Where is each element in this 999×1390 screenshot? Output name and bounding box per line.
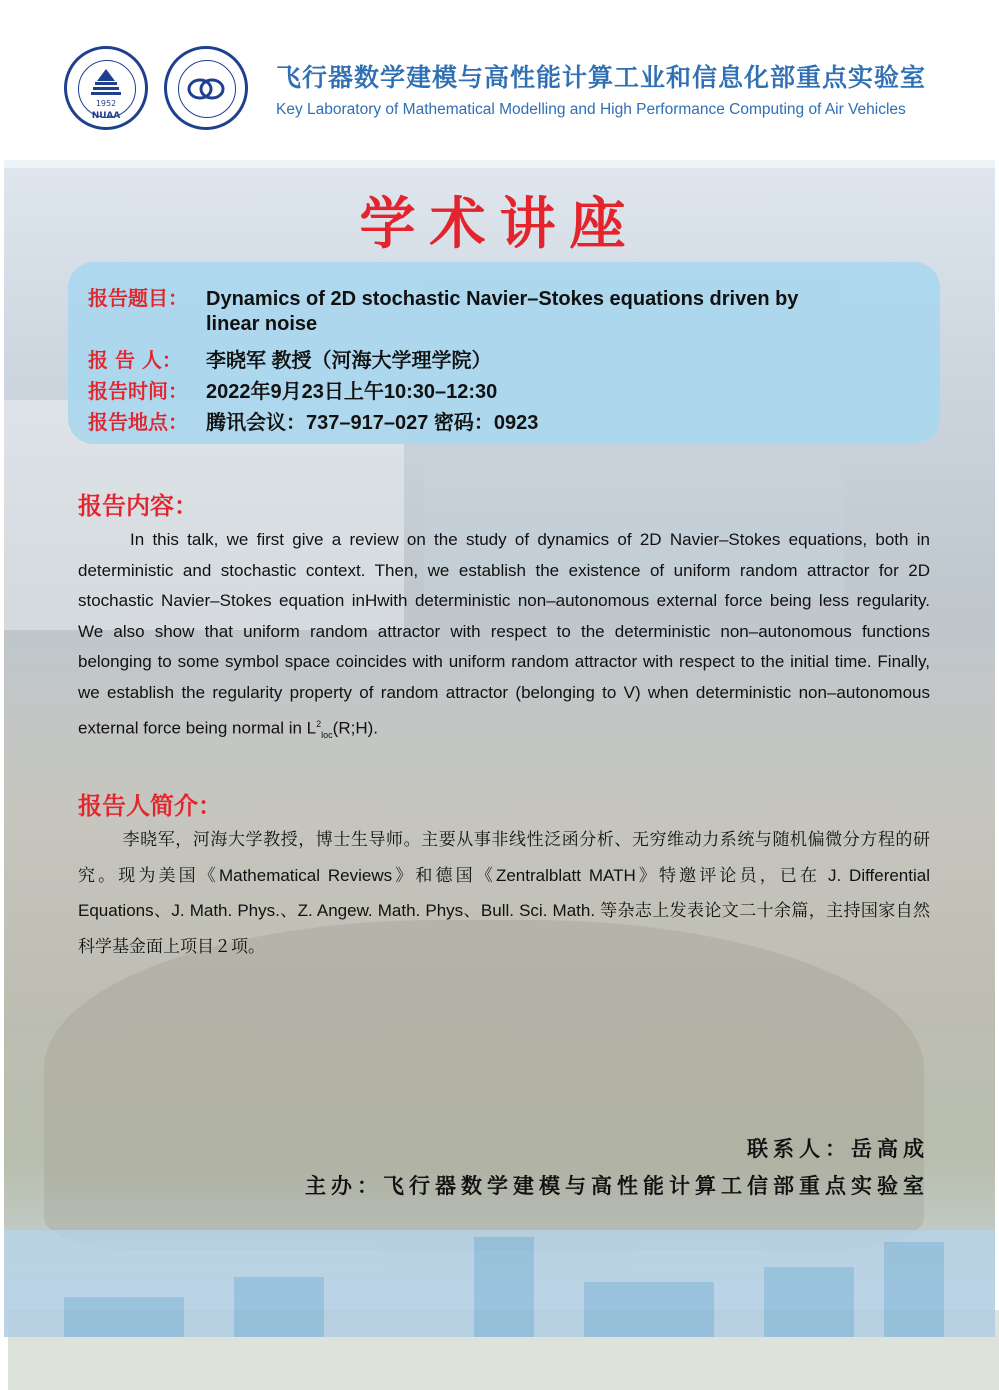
place-row: [88, 406, 538, 435]
lab-name-zh: 飞行器数学建模与高性能计算工业和信息化部重点实验室: [276, 63, 927, 92]
time-label: 报告时间：: [88, 379, 188, 403]
abstract-end: (R;H).: [332, 718, 378, 738]
time-value: 2022年9月23日上午10:30–12:30: [206, 381, 498, 403]
skyline-building: [884, 1242, 944, 1337]
time-row: [88, 375, 497, 404]
topic-label: 报告题目：: [88, 286, 188, 310]
speaker-label: 报 告 人：: [88, 348, 182, 372]
speaker-value: 李晓军 教授（河海大学理学院）: [206, 350, 492, 372]
stone-shape: [44, 920, 924, 1250]
abstract-sup: 2: [316, 718, 322, 729]
abstract-text: [78, 525, 930, 750]
host-line: 主办：飞行器数学建模与高性能计算工信部重点实验室: [305, 1173, 929, 1198]
bio-text: [78, 822, 930, 964]
building-icon: [67, 49, 145, 127]
abstract-sub: loc: [321, 729, 333, 740]
topic-row: [88, 282, 798, 311]
bio-heading: 报告人简介：: [78, 792, 222, 820]
bio-body: 李晓军，河海大学教授，博士生导师。主要从事非线性泛函分析、无穷维动力系统与随机偏微分方程的研究。现为美国《Mathematical Reviews》和德国《Zentralblatt MATH》特邀评论员，已在 J. Differential Equations、J. Math. Phys.、Z. Angew. Math. Phys、Bull. Sci. Math. 等杂志上发表论文二十余篇，主持国家自然科学基金面上项目２项。: [78, 830, 930, 956]
place-value: 腾讯会议：737–917–027 密码：0923: [206, 412, 539, 434]
skyline-building: [234, 1277, 324, 1337]
header: [0, 0, 999, 160]
page-title: 学术讲座: [359, 192, 640, 257]
lab-name-en: Key Laboratory of Mathematical Modelling and High Performance Computing of Air Vehicles: [276, 101, 906, 118]
rings-icon: [167, 49, 245, 127]
nuaa-logo: [64, 46, 148, 130]
skyline-building: [584, 1282, 714, 1337]
contact-line: 联系人：岳高成: [747, 1136, 929, 1161]
skyline-building: [64, 1297, 184, 1337]
skyline-tower: [474, 1237, 534, 1337]
abstract-heading: 报告内容：: [78, 492, 198, 520]
skyline-building: [764, 1267, 854, 1337]
top-stripe: [4, 160, 995, 168]
lab-logo: [164, 46, 248, 130]
topic-line1: Dynamics of 2D stochastic Navier–Stokes equations driven by: [206, 288, 799, 310]
topic-line2: linear noise: [206, 313, 318, 335]
logo-text: NUAA: [91, 111, 121, 121]
abstract-body: In this talk, we first give a review on the study of dynamics of 2D Navier–Stokes equations, both in deterministic and stochastic context. Then, we establish the existence of uniform random attractor for 2D stochastic Navier–Stokes equation inHwith deterministic non–autonomous external force being less regularity. We also show that uniform random attractor with respect to the deterministic non–autonomous functions belonging to some symbol space coincides with uniform random attractor with respect to the initial time. Finally, we establish the regularity property of random attractor (belonging to V) when deterministic non–autonomous external force being normal in L: [78, 530, 930, 738]
skyline-illustration: [4, 1230, 995, 1337]
place-label: 报告地点：: [88, 410, 188, 434]
logo-year: 1952: [95, 99, 117, 108]
lecture-info-box: [68, 262, 940, 444]
speaker-row: [88, 344, 492, 373]
